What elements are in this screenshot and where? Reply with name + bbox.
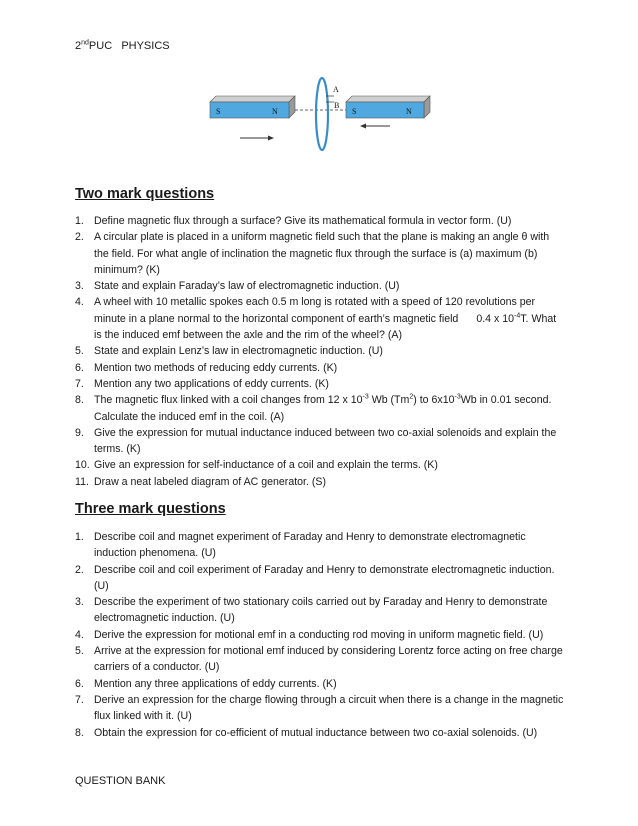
magnet-coil-diagram bbox=[200, 72, 440, 152]
question-text: Mention any three applications of eddy currents. (K) bbox=[94, 677, 337, 690]
question-text: Give the expression for mutual inductance induced between two co-axial solenoids and explain the terms. (K) bbox=[94, 426, 557, 456]
superscript: -3 bbox=[362, 393, 369, 401]
right-magnet-n-label: N bbox=[406, 107, 412, 116]
page-header bbox=[75, 40, 170, 52]
question-number: 9. bbox=[75, 426, 84, 439]
question-number: 1. bbox=[75, 215, 84, 227]
question-item bbox=[75, 643, 565, 676]
right-motion-arrow bbox=[360, 124, 390, 129]
question-text: Mention two methods of reducing eddy currents. (K) bbox=[94, 361, 338, 374]
question-text: Obtain the expression for co-efficient of mutual inductance between two co-axial solenoids. (U) bbox=[94, 726, 538, 739]
question-item bbox=[75, 294, 565, 343]
question-item bbox=[75, 425, 565, 458]
question-text-part: ) to 6x10 bbox=[413, 394, 455, 407]
label-a: A bbox=[333, 85, 339, 94]
question-number: 4. bbox=[75, 628, 84, 641]
right-bar-magnet bbox=[346, 96, 430, 118]
question-text: Describe coil and coil experiment of Faraday and Henry to demonstrate electromagnetic induction. (U) bbox=[94, 563, 555, 592]
question-text-part: T. What is the induced emf between the axle and the rim of the wheel? (A) bbox=[94, 312, 557, 342]
header-title: PUC PHYSICS bbox=[88, 40, 170, 52]
question-number: 10. bbox=[75, 459, 90, 472]
page-footer: QUESTION BANK bbox=[75, 775, 166, 787]
question-item bbox=[75, 343, 565, 359]
left-magnet-n-label: N bbox=[272, 107, 278, 116]
question-text-part: Wb (Tm bbox=[368, 394, 410, 407]
question-text-part: Wb in 0.01 second. Calculate the induced emf in the coil. (A) bbox=[94, 394, 552, 423]
question-item bbox=[75, 562, 565, 595]
question-text: State and explain Faraday’s law of electromagnetic induction. (U) bbox=[94, 280, 400, 293]
question-text: Describe coil and magnet experiment of Faraday and Henry to demonstrate electromagnetic induction phenomena. (U) bbox=[94, 531, 526, 560]
question-item bbox=[75, 360, 565, 376]
question-text: Define magnetic flux through a surface? Give its mathematical formula in vector form. (U) bbox=[94, 215, 512, 227]
question-text: State and explain Lenz’s law in electromagnetic induction. (U) bbox=[94, 345, 383, 358]
superscript: -3 bbox=[454, 393, 461, 401]
question-text-part: 0.4 x 10 bbox=[476, 312, 515, 325]
question-number: 7. bbox=[75, 377, 84, 390]
question-number: 3. bbox=[75, 280, 84, 293]
question-number: 2. bbox=[75, 231, 84, 244]
question-text: Describe the experiment of two stationary coils carried out by Faraday and Henry to demonstrate electromagnetic induction. (U) bbox=[94, 596, 548, 625]
superscript: -4 bbox=[514, 312, 521, 320]
question-number: 11. bbox=[75, 475, 89, 488]
two-mark-title: Two mark questions bbox=[75, 186, 215, 202]
question-text: Derive an expression for the charge flowing through a circuit when there is a change in the magnetic flux linked with it. (U) bbox=[94, 693, 564, 723]
question-number: 1. bbox=[75, 531, 84, 543]
question-text-part: The magnetic flux linked with a coil changes from 12 x 10 bbox=[94, 394, 363, 407]
header-superscript: nd bbox=[81, 39, 89, 47]
question-item bbox=[75, 529, 565, 562]
question-text-part: A wheel with 10 metallic spokes each 0.5 m long is rotated with a speed of 120 revolutions per minute in a plane normal to the horizontal component of earth’s magnetic field bbox=[94, 296, 536, 325]
question-text: A circular plate is placed in a uniform magnetic field such that the plane is making an angle θ with the field. For what angle of inclination the magnetic flux through the surface is (a) maximum (b) minimum? (K) bbox=[94, 231, 550, 276]
left-magnet-s-label: S bbox=[216, 107, 221, 116]
question-number: 6. bbox=[75, 361, 84, 374]
question-number: 3. bbox=[75, 596, 84, 609]
label-b: B bbox=[334, 101, 340, 110]
question-item bbox=[75, 229, 565, 278]
question-text: Arrive at the expression for motional emf induced by considering Lorentz force acting on free charge carriers of a conductor. (U) bbox=[94, 645, 563, 674]
question-number: 5. bbox=[75, 345, 84, 358]
left-bar-magnet bbox=[210, 96, 295, 118]
superscript: 2 bbox=[409, 393, 414, 401]
question-text: Derive the expression for motional emf in a conducting rod moving in uniform magnetic field. (U) bbox=[94, 628, 544, 641]
question-number: 7. bbox=[75, 693, 84, 706]
question-number: 2. bbox=[75, 563, 84, 576]
question-item bbox=[75, 278, 565, 294]
question-number: 6. bbox=[75, 677, 84, 690]
three-mark-title: Three mark questions bbox=[75, 501, 226, 517]
question-item bbox=[75, 725, 565, 741]
question-item bbox=[75, 692, 565, 725]
question-item bbox=[75, 376, 565, 392]
question-number: 5. bbox=[75, 645, 84, 658]
question-item bbox=[75, 213, 565, 229]
question-item bbox=[75, 474, 565, 490]
three-mark-question-list bbox=[75, 529, 565, 741]
question-text: Draw a neat labeled diagram of AC generator. (S) bbox=[94, 475, 327, 488]
question-number: 4. bbox=[75, 296, 84, 309]
right-magnet-s-label: S bbox=[352, 107, 357, 116]
question-text: Mention any two applications of eddy currents. (K) bbox=[94, 377, 329, 390]
coil-ring bbox=[316, 78, 328, 150]
header-prefix: 2 bbox=[75, 40, 82, 52]
question-item bbox=[75, 392, 565, 425]
question-item bbox=[75, 594, 565, 627]
question-item bbox=[75, 676, 565, 692]
question-number: 8. bbox=[75, 726, 84, 739]
left-motion-arrow bbox=[240, 136, 274, 141]
question-number: 8. bbox=[75, 394, 84, 407]
two-mark-question-list bbox=[75, 213, 565, 490]
question-item bbox=[75, 627, 565, 643]
question-item bbox=[75, 457, 565, 473]
question-text: Give an expression for self-inductance of a coil and explain the terms. (K) bbox=[94, 459, 438, 472]
